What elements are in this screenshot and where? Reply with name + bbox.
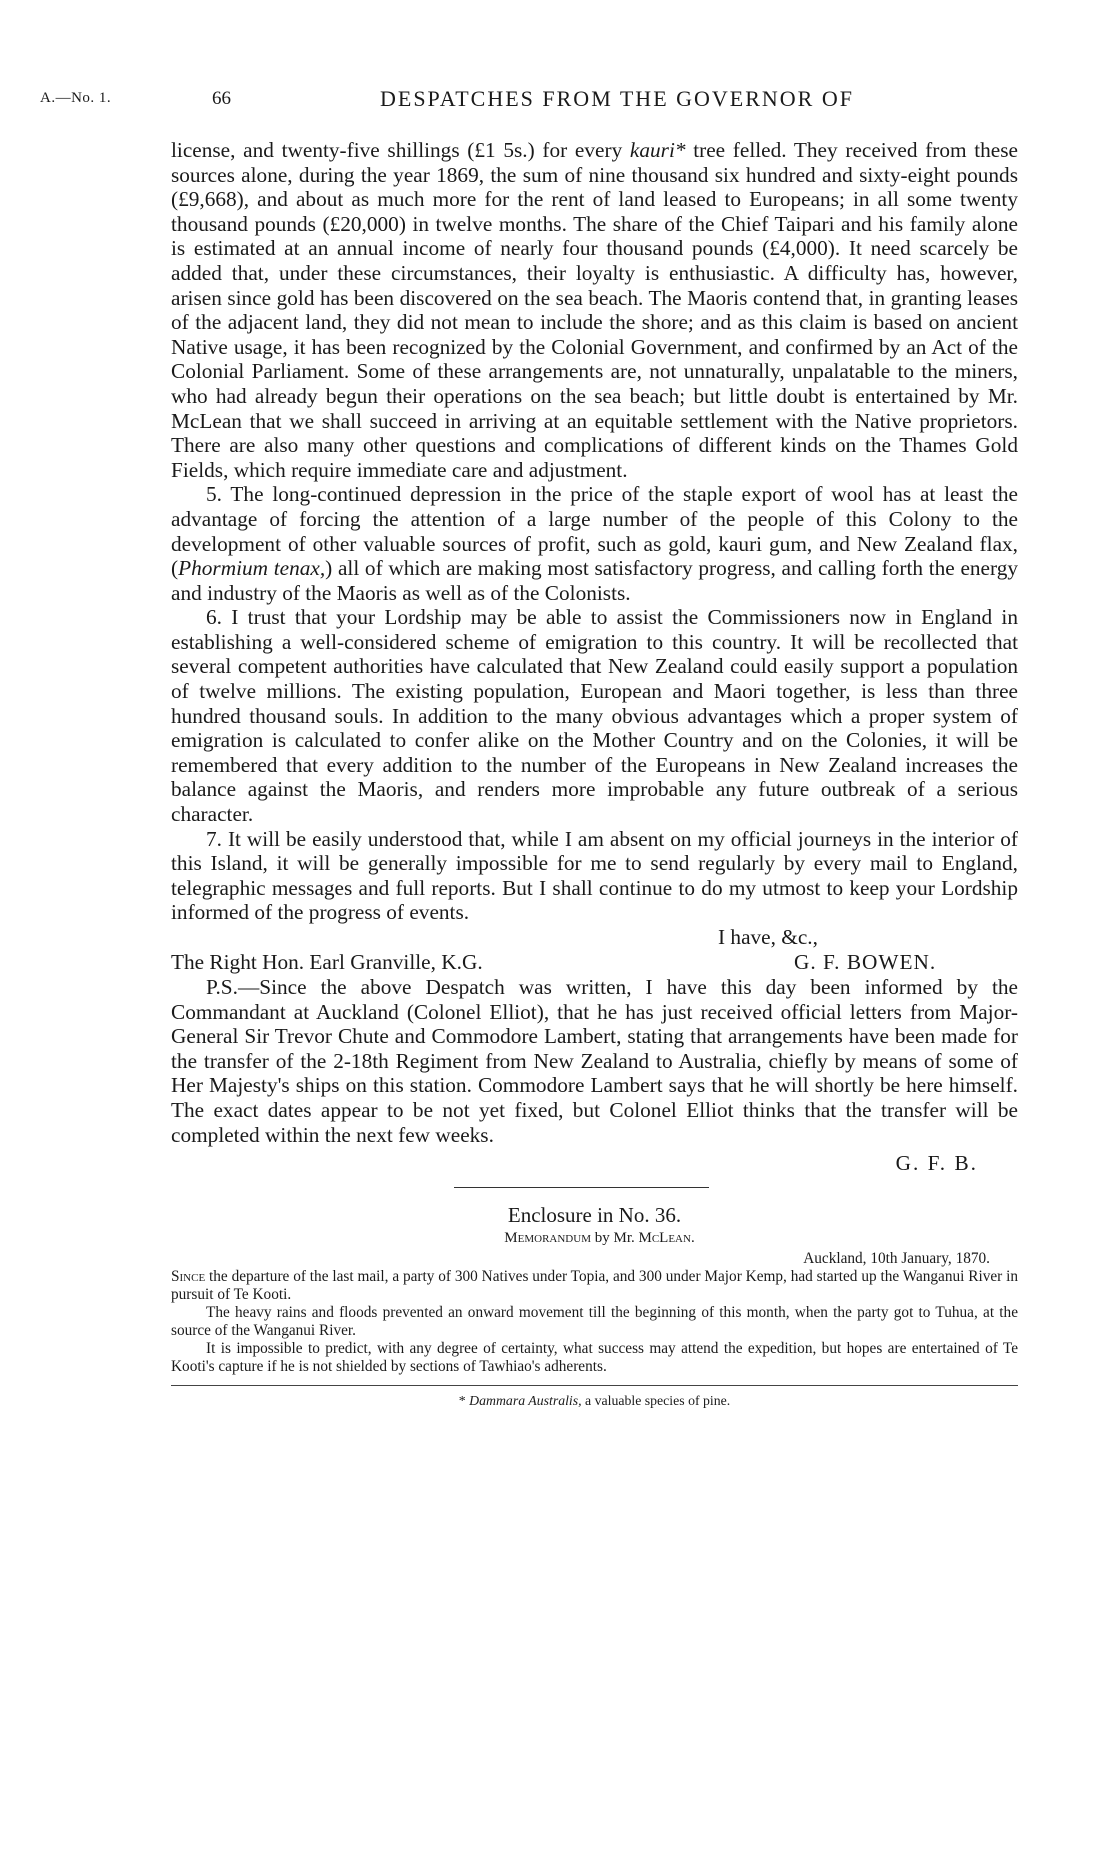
paragraph-5: 5. The long-continued depression in the price of the staple export of wool has at least the advantage of forcing the attention of a large number of the people of this Colony to the development of other valuable sources of profit, such as gold, kauri gum, and New Zealand flax, (Phormium tenax,) all of which are making most satisfactory progress, and calling forth the energy and industry of the Maoris as well as of the Colonists.: [171, 482, 1019, 605]
running-title: DESPATCHES FROM THE GOVERNOR OF: [380, 86, 854, 111]
page-number: 66: [212, 88, 231, 109]
enclosure-heading: Enclosure in No. 36.: [507, 1202, 682, 1227]
memorandum-paragraph-1: Since the departure of the last mail, a party of 300 Natives under Topia, and 300 under Major Kemp, had started up the Wanganui River in pursuit of Te Kooti.: [171, 1267, 1018, 1303]
despatch-body: [171, 138, 1018, 1410]
postscript-initials: G. F. B.: [895, 1151, 978, 1176]
kauri-word: kauri*: [629, 138, 686, 162]
memorandum-title: Memorandum by Mr. McLean.: [504, 1229, 695, 1246]
signature-block: [171, 925, 1018, 975]
signature-closing: I have, &c.,: [718, 925, 818, 949]
paragraph-6: 6. I trust that your Lordship may be able to assist the Commissioners now in England in establishing a well-considered scheme of emigration to this country. It will be recollected that several competent authorities have calculated that New Zealand could easily support a population of twelve millions. The existing population, European and Maori together, is less than three hundred thousand souls. In addition to the many obvious advantages which a proper system of emigration is calculated to confer alike on the Mother Country and on the Colonies, it will be remembered that every addition to the number of the Europeans in New Zealand increases the balance against the Maoris, and renders more improbable any future outbreak of a serious character.: [171, 605, 1018, 827]
recipient: The Right Hon. Earl Granville, K.G.: [171, 950, 483, 974]
paragraph-continued: license, and twenty-five shillings (£1 5s.) for every kauri* tree felled. They received from these sources alone, during the year 1869, the sum of nine thousand six hundred and sixty-eight pounds (£9,668), and about as much more for the rent of land leased to Europeans; in all some twenty thousand pounds (£20,000) in twelve months. The share of the Chief Taipari and his family alone is estimated at an annual income of nearly four thousand pounds (£4,000). It need scarcely be added that, under these circumstances, their loyalty is enthusiastic. A difficulty has, however, arisen since gold has been discovered on the sea beach. The Maoris contend that, in granting leases of the adjacent land, they did not mean to include the shore; and as this claim is based on ancient Native usage, it has been recognized by the Colonial Government, and confirmed by an Act of the Colonial Parliament. Some of these arrangements are, not unnaturally, unpalatable to the miners, who had already begun their operations on the sea beach; but little doubt is entertained by Mr. McLean that we shall succeed in arriving at an equitable settlement with the Native proprietors. There are also many other questions and complications of different kinds on the Thames Gold Fields, which require immediate care and adjustment.: [171, 138, 1018, 482]
memorandum-body: [171, 1250, 1018, 1376]
signatory-name: G. F. BOWEN.: [794, 950, 937, 974]
section-divider: [454, 1187, 709, 1188]
memorandum-dateline: Auckland, 10th January, 1870.: [803, 1249, 990, 1267]
document-reference: A.—No. 1.: [40, 90, 112, 106]
memorandum-paragraph-2: The heavy rains and floods prevented an onward movement till the beginning of this month, when the party got to Tuhua, at the source of the Wanganui River.: [171, 1303, 1018, 1339]
species-name: Phormium tenax,: [178, 556, 326, 581]
paragraph-7: 7. It will be easily understood that, while I am absent on my official journeys in the interior of this Island, it will be generally impossible for me to send regularly by every mail to England, telegraphic messages and full reports. But I shall continue to do my utmost to keep your Lordship informed of the progress of events.: [171, 826, 1018, 925]
footnote-divider: [171, 1385, 1018, 1386]
memorandum-paragraph-3: It is impossible to predict, with any degree of certainty, what success may attend the expedition, but hopes are entertained of Te Kooti's capture if he is not shielded by sections of Tawhiao's adherents.: [171, 1339, 1018, 1375]
footnote: * Dammara Australis, a valuable species of pine.: [458, 1392, 731, 1408]
postscript: P.S.—Since the above Despatch was written, I have this day been informed by the Commandant at Auckland (Colonel Elliot), that he has just received official letters from Major-General Sir Trevor Chute and Commodore Lambert, stating that arrangements have been made for the transfer of the 2-18th Regiment from New Zealand to Australia, chiefly by means of some of Her Majesty's ships on this station. Commodore Lambert says that he will shortly be here himself. The exact dates appear to be not yet fixed, but Colonel Elliot thinks that the transfer will be completed within the next few weeks.: [171, 975, 1018, 1147]
page-header: [40, 84, 1074, 112]
